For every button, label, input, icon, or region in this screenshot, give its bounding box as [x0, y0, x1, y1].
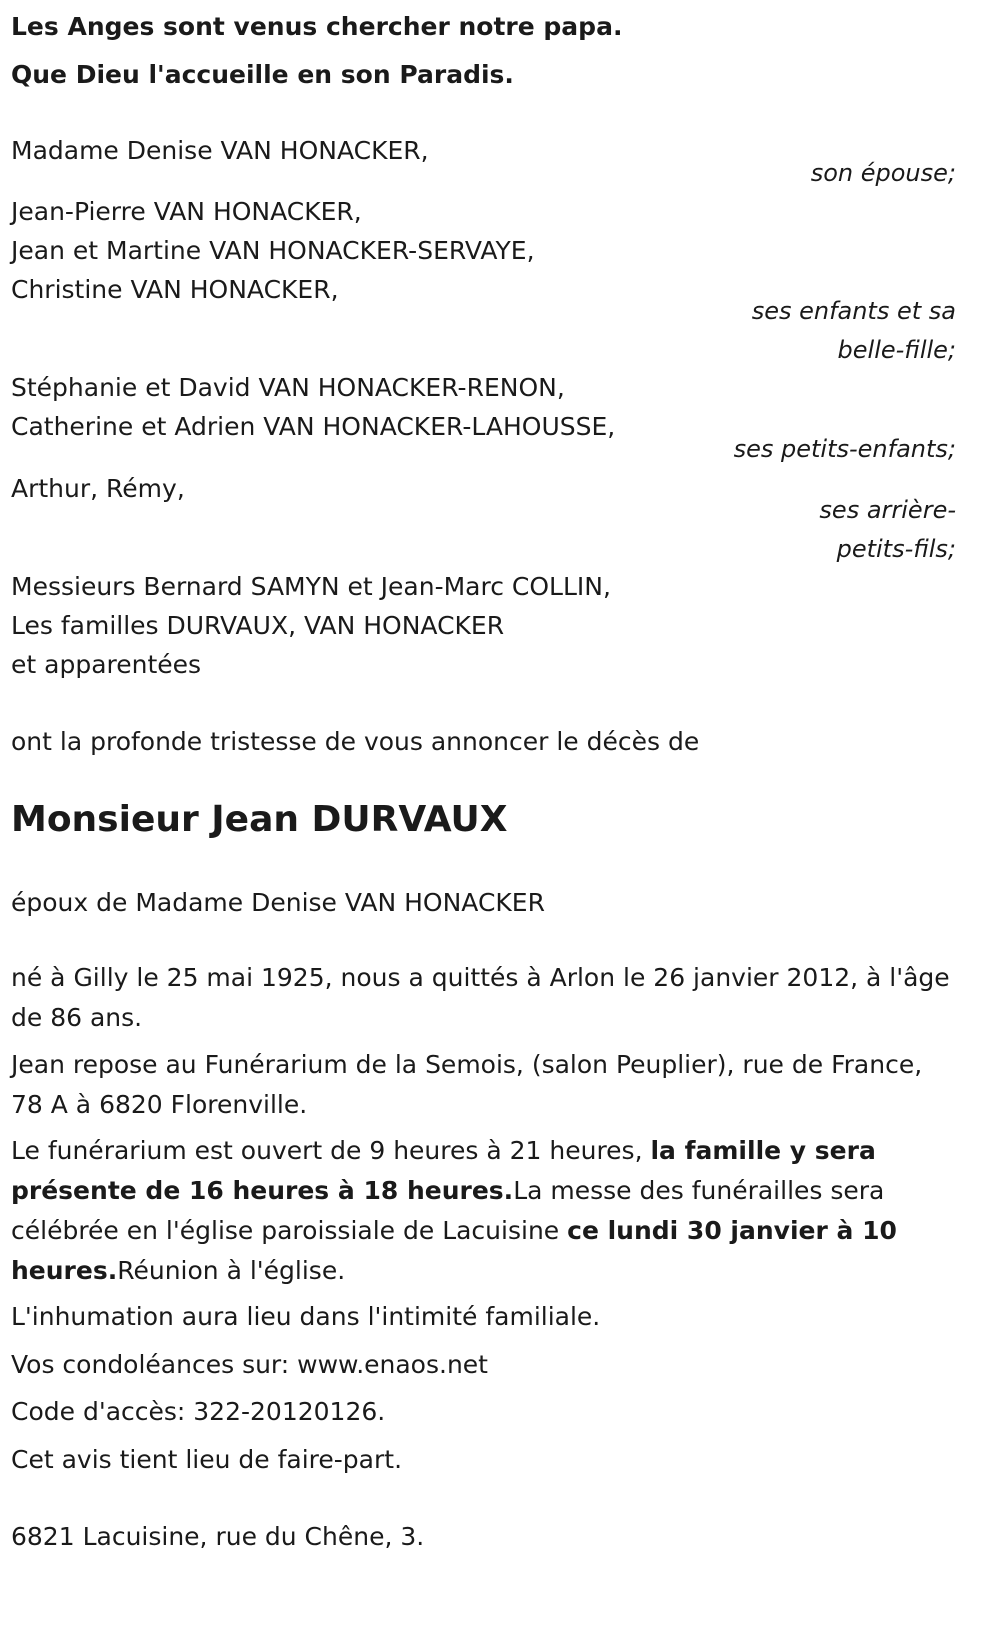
great-grandchildren-relation: petits-fils;	[836, 535, 956, 563]
spouse-relation: son épouse;	[810, 159, 956, 187]
birth-death-text: né à Gilly le 25 mai 1925, nous a quittés à Arlon le 26 janvier 2012, à l'âge de 86 ans.	[11, 963, 950, 1032]
rest-place-text: Jean repose au Funérarium de la Semois, (salon Peuplier), rue de France, 78 A à 6820 Florenville.	[11, 1050, 923, 1119]
address-text: 6821 Lacuisine, rue du Chêne, 3.	[11, 1522, 425, 1551]
schedule-part: La messe des funérailles sera célébrée en l'église paroissiale de Lacuisine	[11, 1176, 885, 1245]
schedule-highlight: ce lundi 30 janvier à 10 heures.	[11, 1216, 897, 1285]
spouse-name: Madame Denise VAN HONACKER,	[11, 136, 429, 165]
spouse-of-text: époux de Madame Denise VAN HONACKER	[11, 888, 545, 917]
schedule-part: Le funérarium est ouvert de 9 heures à 21 heures,	[11, 1136, 651, 1165]
grandchild-name: Catherine et Adrien VAN HONACKER-LAHOUSSE,	[11, 412, 616, 441]
announcement-text: ont la profonde tristesse de vous annoncer le décès de	[11, 727, 700, 756]
child-name: Jean-Pierre VAN HONACKER,	[11, 197, 362, 226]
children-relation: ses enfants et sa	[751, 297, 956, 325]
burial-text: L'inhumation aura lieu dans l'intimité familiale.	[11, 1302, 601, 1331]
other-relatives: et apparentées	[11, 650, 202, 679]
intro-line-2: Que Dieu l'accueille en son Paradis.	[11, 60, 514, 89]
condolences-text: Vos condoléances sur: www.enaos.net	[11, 1350, 488, 1379]
grandchildren-relation: ses petits-enfants;	[733, 435, 956, 463]
deceased-name: Monsieur Jean DURVAUX	[11, 799, 508, 840]
grandchild-name: Stéphanie et David VAN HONACKER-RENON,	[11, 373, 565, 402]
children-relation: belle-fille;	[837, 336, 956, 364]
schedule-text	[11, 1131, 961, 1291]
child-name: Christine VAN HONACKER,	[11, 275, 339, 304]
notice-text: Cet avis tient lieu de faire-part.	[11, 1445, 403, 1474]
schedule-part: Réunion à l'église.	[117, 1256, 346, 1285]
child-name: Jean et Martine VAN HONACKER-SERVAYE,	[11, 236, 535, 265]
great-grandchildren-names: Arthur, Rémy,	[11, 474, 185, 503]
other-relatives: Les familles DURVAUX, VAN HONACKER	[11, 611, 505, 640]
schedule-highlight: la famille y sera présente de 16 heures à 18 heures.	[11, 1136, 876, 1205]
intro-line-1: Les Anges sont venus chercher notre papa.	[11, 12, 623, 41]
great-grandchildren-relation: ses arrière-	[819, 496, 956, 524]
access-code-text: Code d'accès: 322-20120126.	[11, 1397, 386, 1426]
other-relatives: Messieurs Bernard SAMYN et Jean-Marc COLLIN,	[11, 572, 611, 601]
